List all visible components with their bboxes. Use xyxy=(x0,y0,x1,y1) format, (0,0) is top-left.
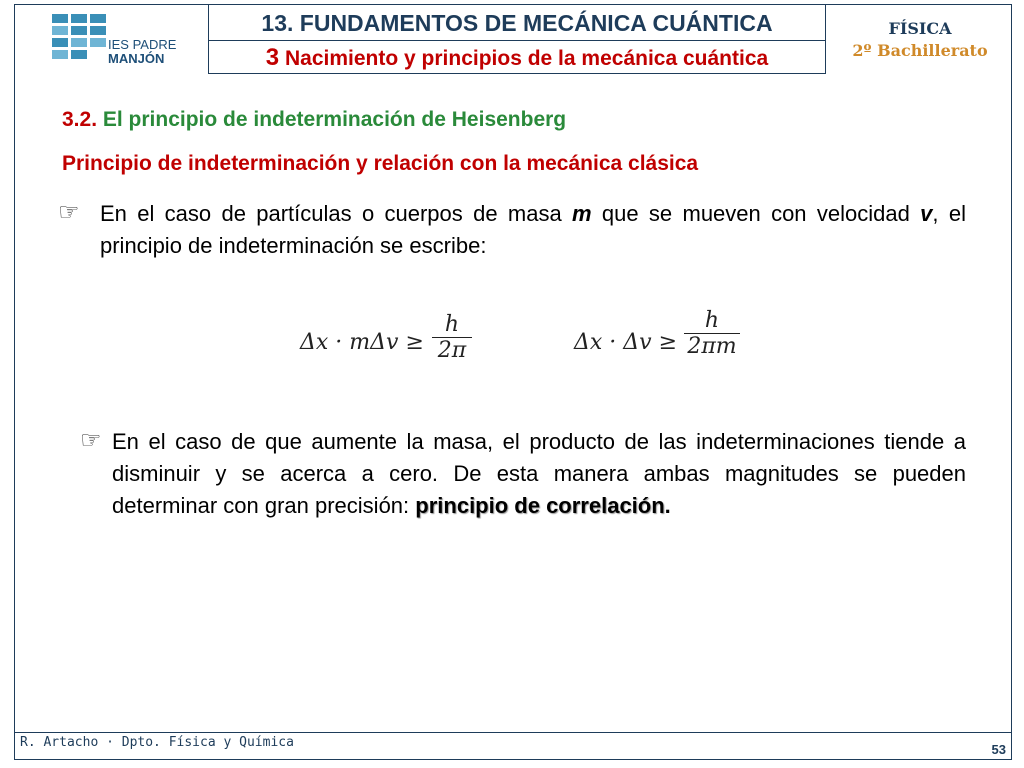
bullet-paragraph-2 xyxy=(112,426,966,522)
logo-line2: MANJÓN xyxy=(108,51,165,66)
logo-text xyxy=(108,38,176,66)
section-subtitle: Principio de indeterminación y relación con la mecánica clásica xyxy=(62,152,699,175)
var-v: v xyxy=(920,201,933,226)
lesson-title xyxy=(209,41,825,75)
bullet2-text: En el caso de que aumente la masa, el producto de las indeterminaciones tiende a disminuir y se acerca a cero. De esta manera ambas magnitudes se pueden determinar con gran precisión: xyxy=(112,429,966,518)
equation-1-denominator: 2π xyxy=(432,337,472,363)
page-number: 53 xyxy=(991,742,1006,757)
equation-2-fraction xyxy=(684,308,740,359)
footer-divider xyxy=(14,732,1012,733)
equation-2-numerator: h xyxy=(704,308,720,333)
subject-label xyxy=(836,18,1004,62)
equation-1-numerator: h xyxy=(444,312,460,337)
course-level: 2º Bachillerato xyxy=(852,41,988,60)
lesson-number: 3 xyxy=(265,44,280,71)
principle-emphasis: principio de correlación xyxy=(415,493,665,518)
school-logo xyxy=(52,14,182,72)
footer-author: R. Artacho · Dpto. Física y Química xyxy=(20,735,294,750)
section-number: 3.2. xyxy=(62,108,98,131)
pointing-hand-icon: ☞ xyxy=(80,427,102,454)
title-box xyxy=(208,4,826,74)
bullet1-text-b: que se mueven con velocidad xyxy=(601,201,910,226)
pointing-hand-icon: ☞ xyxy=(58,199,80,226)
unit-title: 13. FUNDAMENTOS DE MECÁNICA CUÁNTICA xyxy=(209,5,825,41)
bullet1-text-c: , el principio de indeterminación se escribe: xyxy=(100,201,966,258)
equation-2-lhs: Δx · Δv ≥ xyxy=(574,330,678,355)
equation-1-lhs: Δx · mΔv ≥ xyxy=(300,330,424,355)
bullet-paragraph-1 xyxy=(100,198,966,262)
equation-1-fraction xyxy=(432,312,472,363)
var-m: m xyxy=(572,201,592,226)
section-heading xyxy=(62,108,566,132)
section-title: El principio de indeterminación de Heisenberg xyxy=(102,108,567,131)
equation-2-denominator: 2πm xyxy=(684,333,740,359)
subject-name: FÍSICA xyxy=(888,19,952,38)
bullet2-end: . xyxy=(664,493,671,518)
bullet1-text-a: En el caso de partículas o cuerpos de masa xyxy=(100,201,562,226)
logo-line1: IES PADRE xyxy=(108,37,177,52)
lesson-name: Nacimiento y principios de la mecánica cuántica xyxy=(285,47,769,70)
